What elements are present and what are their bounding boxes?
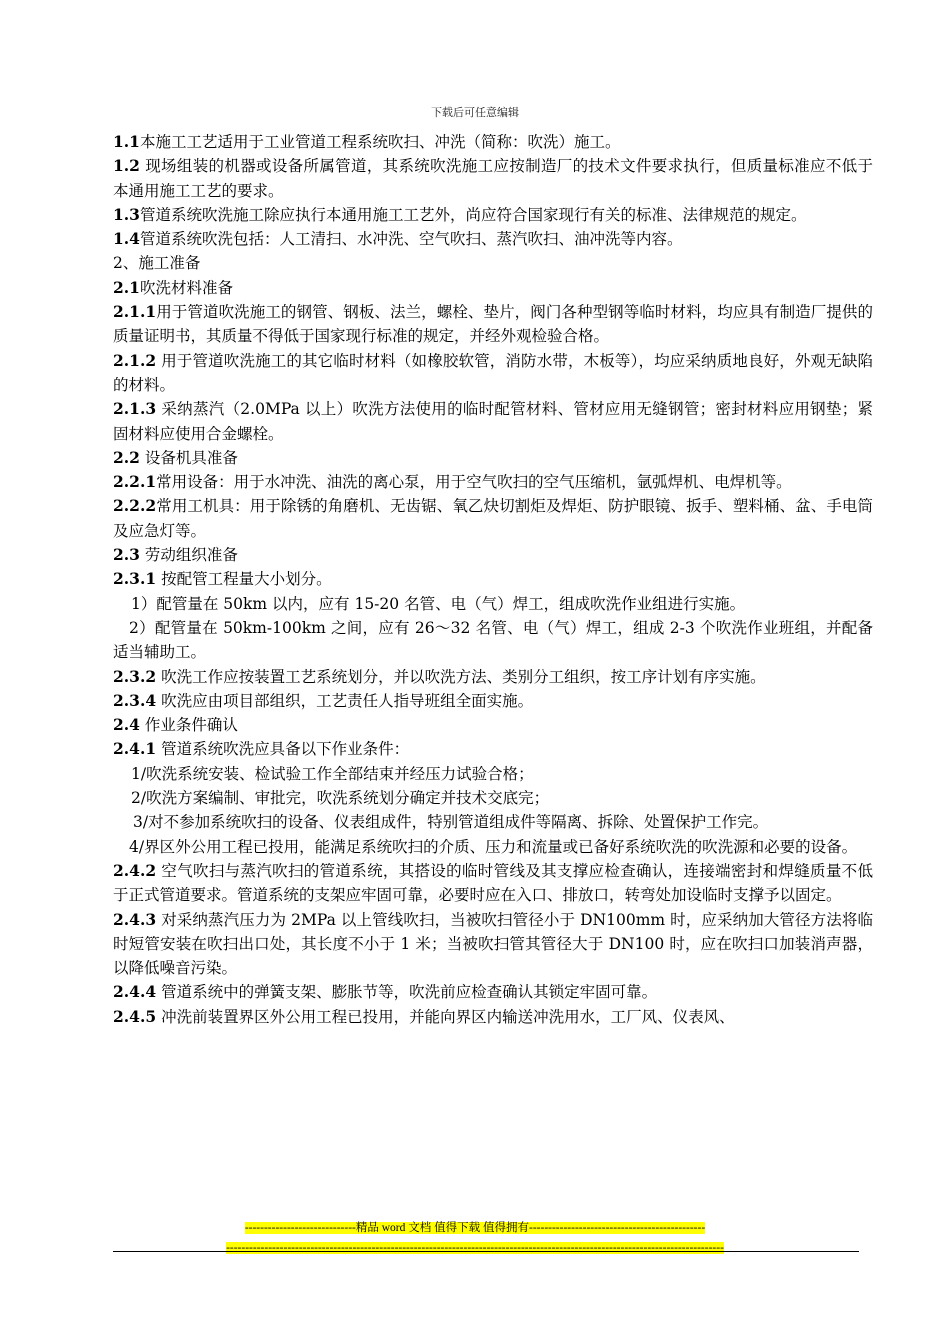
paragraph-text: 吹洗应由项目部组织，工艺责任人指导班组全面实施。 (156, 691, 534, 710)
footer-banner (0, 1216, 950, 1235)
section-number: 2.1.2 (113, 350, 157, 370)
paragraph-text: 冲洗前装置界区外公用工程已投用，并能向界区内输送冲洗用水，工厂风、仪表风、 (156, 1007, 735, 1026)
paragraph-text: 2）配管量在 50km-100km 之间，应有 26～32 名管、电（气）焊工，组成 2-3 个吹洗作业班组，并配备适当辅助工。 (113, 618, 873, 662)
document-body (113, 130, 873, 1029)
footer-dashes-text: ---------------------------------------------------------------------------------------------------------------------------------- (226, 1242, 724, 1254)
paragraph (113, 665, 873, 689)
paragraph (113, 616, 873, 665)
section-number: 2.1.1 (113, 302, 157, 322)
paragraph (113, 154, 873, 203)
section-number: 2.3.1 (113, 569, 157, 589)
paragraph-text: 作业条件确认 (139, 716, 238, 735)
paragraph (113, 859, 873, 908)
paragraph-text: 管道系统吹洗施工除应执行本通用施工工艺外，尚应符合国家现行有关的标准、法律规范的规定。 (139, 205, 807, 224)
paragraph (113, 908, 873, 981)
paragraph (113, 786, 873, 810)
paragraph-text: 采纳蒸汽（2.0MPa 以上）吹洗方法使用的临时配管材料、管材应用无缝钢管；密封材料应用钢垫；紧固材料应使用合金螺栓。 (113, 400, 873, 443)
page-header: 下载后可任意编辑 (431, 106, 519, 119)
paragraph-text: 对采纳蒸汽压力为 2MPa 以上管线吹扫，当被吹扫管径小于 DN100mm 时，应采纳加大管径方法将临时短管安装在吹扫出口处，其长度不小于 1 米；当被吹扫管其管径大于 DN100 时，应在吹扫口加装消声器，以降低噪音污染。 (113, 910, 873, 978)
paragraph-text: 2、施工准备 (113, 254, 201, 273)
paragraph (113, 130, 873, 154)
paragraph (113, 689, 873, 713)
paragraph (113, 203, 873, 227)
section-number: 2.2.1 (113, 472, 157, 492)
paragraph-text: 1/吹洗系统安装、检试验工作全部结束并经压力试验合格； (131, 764, 534, 783)
paragraph (113, 349, 873, 398)
paragraph (113, 567, 873, 591)
paragraph-text: 现场组装的机器或设备所属管道，其系统吹洗施工应按制造厂的技术文件要求执行，但质量标准应不低于本通用施工工艺的要求。 (113, 157, 873, 200)
paragraph-text: 吹洗材料准备 (139, 278, 233, 297)
paragraph-text: 2/吹洗方案编制、审批完，吹洗系统划分确定并技术交底完； (131, 789, 550, 808)
section-number: 2.3.2 (113, 666, 157, 686)
paragraph (113, 494, 873, 543)
paragraph (113, 397, 873, 446)
section-number: 2.2.2 (113, 496, 157, 516)
paragraph (113, 835, 873, 859)
section-number: 1.2 (113, 156, 140, 176)
paragraph (113, 592, 873, 616)
section-number: 2.3.4 (113, 690, 157, 710)
paragraph-text: 本施工工艺适用于工业管道工程系统吹扫、冲洗（简称：吹洗）施工。 (139, 133, 621, 151)
section-number: 2.2 (113, 447, 140, 467)
section-number: 2.1.3 (113, 399, 157, 419)
paragraph (113, 980, 873, 1004)
paragraph-text: 吹洗工作应按装置工艺系统划分，并以吹洗方法、类别分工组织，按工序计划有序实施。 (156, 667, 766, 686)
paragraph-text: 空气吹扫与蒸汽吹扫的管道系统，其搭设的临时管线及其支撑应检查确认，连接端密封和焊缝质量不低于正式管道要求。管道系统的支架应牢固可靠，必要时应在入口、排放口，转弯处加设临时支撑予以固定。 (113, 861, 873, 905)
paragraph (113, 300, 873, 349)
section-number: 2.3 (113, 545, 140, 565)
paragraph (113, 737, 873, 761)
paragraph (113, 446, 873, 470)
paragraph-text: 3/对不参加系统吹扫的设备、仪表组成件，特别管道组成件等隔离、拆除、处置保护工作完。 (133, 813, 769, 832)
paragraph-text: 管道系统中的弹簧支架、膨胀节等，吹洗前应检查确认其锁定牢固可靠。 (156, 983, 658, 1002)
paragraph-text: 设备机具准备 (139, 448, 238, 467)
footer-banner-text: -----------------------------精品 word 文档 值得下载 值得拥有---------------------------------------------- (244, 1222, 706, 1234)
paragraph-text: 常用工机具：用于除锈的角磨机、无齿锯、氧乙炔切割炬及焊炬、防护眼镜、扳手、塑料桶、盆、手电筒及应急灯等。 (113, 497, 873, 540)
paragraph (113, 543, 873, 567)
section-number: 2.4.3 (113, 909, 157, 929)
section-number: 1.1 (113, 132, 140, 151)
section-number: 2.1 (113, 277, 140, 297)
paragraph-text: 4/界区外公用工程已投用，能满足系统吹扫的介质、压力和流量或已备好系统吹洗的吹洗源和必要的设备。 (129, 837, 858, 856)
paragraph-text: 用于管道吹洗施工的其它临时材料（如橡胶软管，消防水带，木板等），均应采纳质地良好，外观无缺陷的材料。 (113, 351, 873, 394)
section-number: 2.4.5 (113, 1006, 157, 1026)
paragraph-text: 按配管工程量大小划分。 (156, 570, 332, 589)
footer-dashes (0, 1236, 950, 1255)
paragraph (113, 810, 873, 834)
section-number: 2.4 (113, 715, 140, 735)
paragraph (113, 276, 873, 300)
footer-divider (113, 1251, 859, 1252)
paragraph-text: 管道系统吹洗包括：人工清扫、水冲洗、空气吹扫、蒸汽吹扫、油冲洗等内容。 (139, 230, 683, 249)
section-number: 2.4.1 (113, 739, 157, 759)
section-number: 2.4.4 (113, 982, 157, 1002)
paragraph (113, 470, 873, 494)
paragraph (113, 227, 873, 251)
section-number: 2.4.2 (113, 860, 157, 880)
paragraph-text: 常用设备：用于水冲洗、油洗的离心泵，用于空气吹扫的空气压缩机，氩弧焊机、电焊机等。 (156, 473, 792, 492)
section-number: 1.3 (113, 204, 140, 224)
paragraph (113, 762, 873, 786)
section-number: 1.4 (113, 229, 140, 249)
paragraph-text: 用于管道吹洗施工的钢管、钢板、法兰，螺栓、垫片，阀门各种型钢等临时材料，均应具有制造厂提供的质量证明书，其质量不得低于国家现行标准的规定，并经外观检验合格。 (113, 303, 873, 346)
paragraph-text: 管道系统吹洗应具备以下作业条件： (156, 740, 410, 759)
paragraph (113, 251, 873, 275)
paragraph (113, 1005, 873, 1029)
paragraph-text: 1）配管量在 50km 以内，应有 15-20 名管、电（气）焊工，组成吹洗作业组进行实施。 (131, 594, 746, 613)
paragraph (113, 713, 873, 737)
paragraph-text: 劳动组织准备 (139, 546, 238, 565)
